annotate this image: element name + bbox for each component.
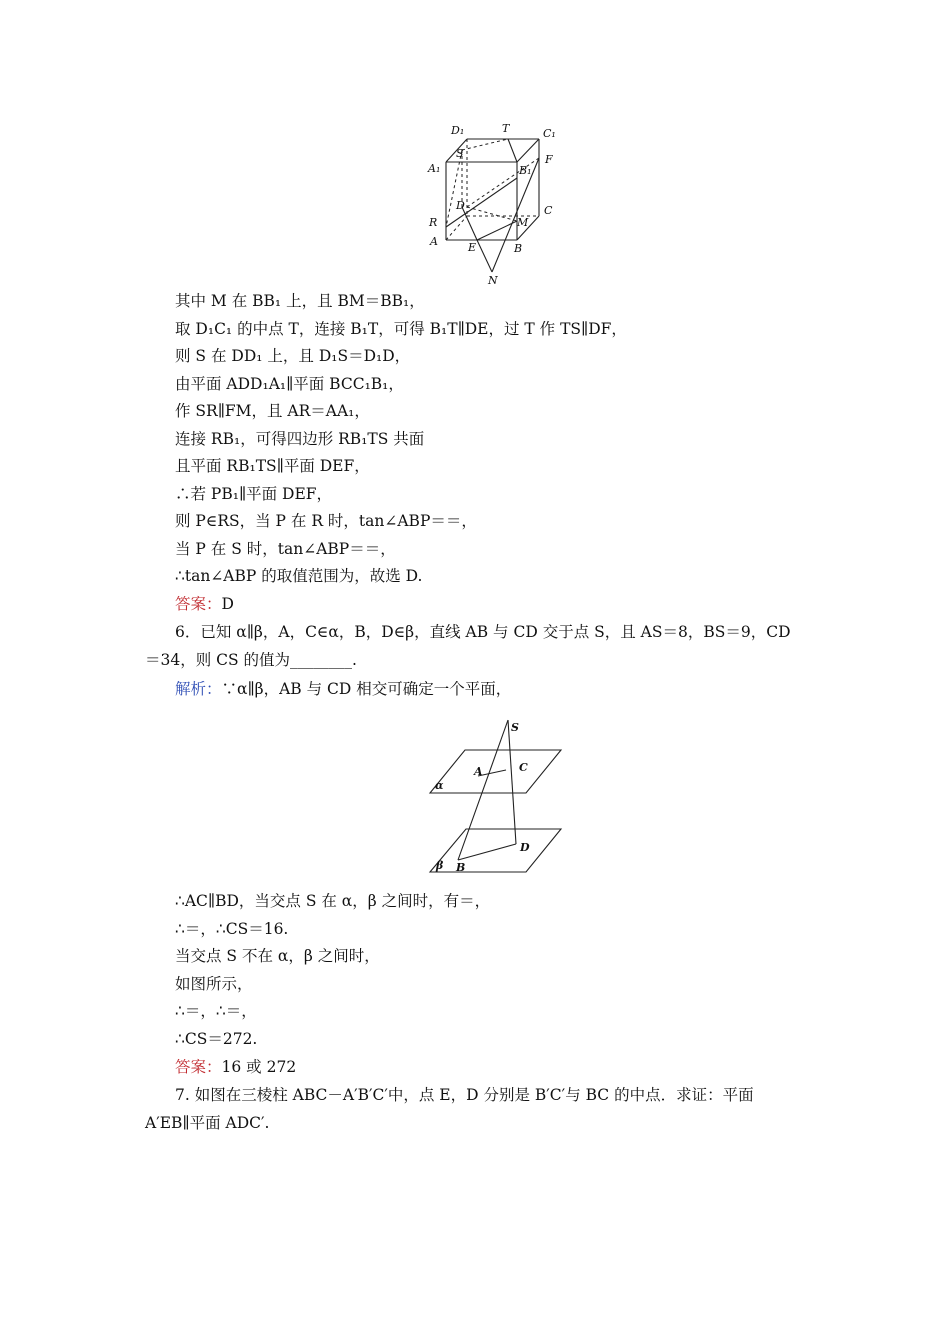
text-line: 当交点 S 不在 α，β 之间时， xyxy=(175,947,380,965)
text-line: 则 S 在 DD₁ 上，且 D₁S＝D₁D， xyxy=(175,347,411,365)
question-6-line-2: ＝34，则 CS 的值为________. xyxy=(145,651,357,669)
cube-label-t: T xyxy=(502,122,510,135)
text-line: 由平面 ADD₁A₁∥平面 BCC₁B₁， xyxy=(175,375,404,393)
answer-label: 答案： xyxy=(175,595,222,613)
plane-label-s: S xyxy=(511,721,519,734)
text-line: ∴若 PB₁∥平面 DEF， xyxy=(175,485,333,503)
analysis-text: ∵α∥β，AB 与 CD 相交可确定一个平面， xyxy=(221,680,512,698)
cube-label-a1: A₁ xyxy=(428,162,441,175)
answer-label: 答案： xyxy=(175,1058,222,1076)
answer-5 xyxy=(175,593,234,615)
text-line: 作 SR∥FM，且 AR＝AA₁， xyxy=(175,402,370,420)
cube-label-c: C xyxy=(544,204,553,217)
text-line: ∴tan∠ABP 的取值范围为，故选 D. xyxy=(175,567,423,585)
text-line: ∴CS＝272. xyxy=(175,1030,258,1048)
text-line: 其中 M 在 BB₁ 上，且 BM＝BB₁， xyxy=(175,292,425,310)
cube-label-b: B xyxy=(514,242,523,255)
plane-label-a: A xyxy=(474,765,483,778)
cube-label-r: R xyxy=(429,216,438,229)
analysis-label: 解析： xyxy=(175,680,222,698)
cube-label-e: E xyxy=(468,241,477,254)
question-6-line-1: 6．已知 α∥β，A，C∈α，B，D∈β，直线 AB 与 CD 交于点 S，且 AS＝8，BS＝9，CD xyxy=(175,623,791,641)
question-7-line-1: 7. 如图在三棱柱 ABC－A′B′C′中，点 E，D 分别是 B′C′与 BC 的中点．求证：平面 xyxy=(175,1086,754,1104)
plane-label-c: C xyxy=(519,761,528,774)
text-line: ∴＝，∴＝， xyxy=(175,1002,257,1020)
text-line: 则 P∈RS，当 P 在 R 时，tan∠ABP＝＝， xyxy=(175,512,477,530)
plane-label-beta: β xyxy=(436,859,444,872)
text-line: 且平面 RB₁TS∥平面 DEF， xyxy=(175,457,370,475)
cube-label-b1: B₁ xyxy=(519,164,532,177)
answer-6 xyxy=(175,1056,296,1078)
cube-label-f: F xyxy=(545,153,553,166)
text-line: ∴＝，∴CS＝16. xyxy=(175,920,289,938)
text-line: 如图所示， xyxy=(175,975,253,993)
question-7-line-2: A′EB∥平面 ADC′. xyxy=(145,1114,270,1132)
plane-label-d: D xyxy=(520,841,530,854)
text-line: 当 P 在 S 时，tan∠ABP＝＝， xyxy=(175,540,396,558)
cube-label-a: A xyxy=(430,235,438,248)
answer-value: 16 或 272 xyxy=(221,1058,297,1076)
text-line: ∴AC∥BD，当交点 S 在 α，β 之间时，有＝， xyxy=(175,892,491,910)
cube-figure xyxy=(420,118,570,290)
plane-label-b: B xyxy=(456,861,466,874)
cube-label-d1: D₁ xyxy=(451,124,465,137)
plane-label-alpha: α xyxy=(435,779,444,792)
cube-label-c1: C₁ xyxy=(543,127,556,140)
answer-value: D xyxy=(221,595,234,613)
cube-label-n: N xyxy=(488,274,498,287)
cube-label-m: M xyxy=(517,216,529,229)
cube-label-d: D xyxy=(456,199,465,212)
analysis-6 xyxy=(175,678,511,700)
planes-figure xyxy=(425,712,565,880)
cube-label-s: S xyxy=(456,147,464,160)
text-line: 取 D₁C₁ 的中点 T，连接 B₁T，可得 B₁T∥DE，过 T 作 TS∥DF， xyxy=(175,320,627,338)
text-line: 连接 RB₁，可得四边形 RB₁TS 共面 xyxy=(175,430,425,448)
